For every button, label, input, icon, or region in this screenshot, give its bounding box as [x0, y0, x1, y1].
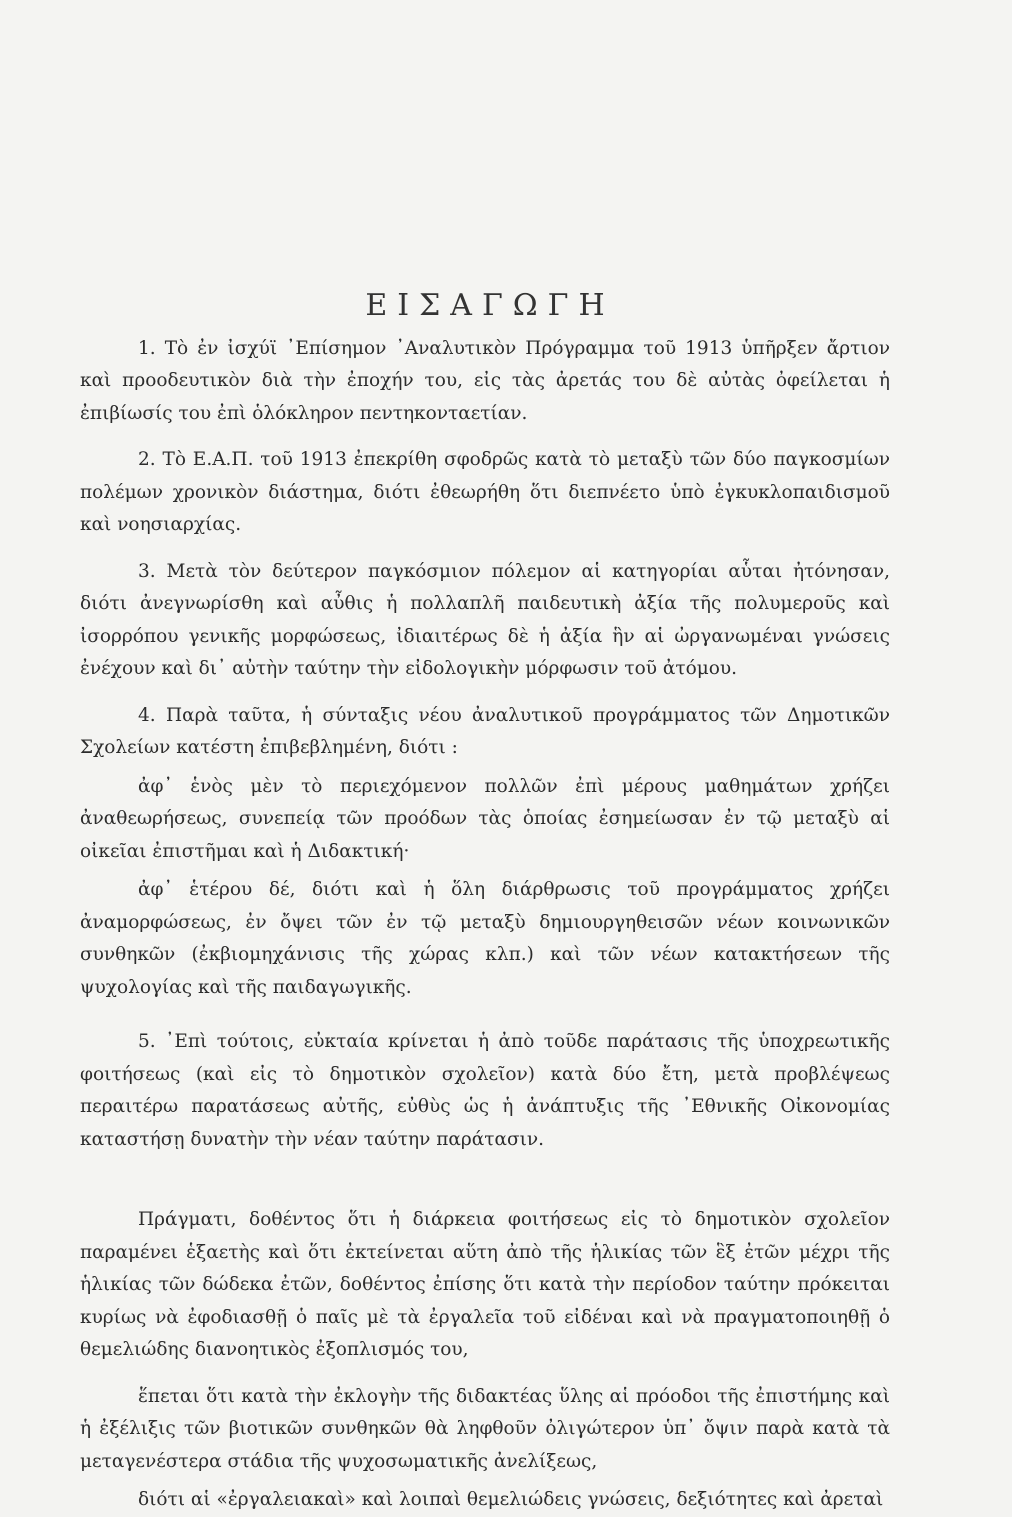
paragraph-1: 1. Τὸ ἐν ἰσχύϊ ᾿Επίσημον ᾿Αναλυτικὸν Πρόγραμμα τοῦ 1913 ὑπῆρξεν ἄρτιον καὶ προοδευτικὸν διὰ τὴν ἐποχήν του, εἰς τὰς ἀρετάς του δὲ αὐτὰς ὀφείλεται ἡ ἐπιβίωσίς του ἐπὶ ὁλόκληρον πεντηκονταετίαν.: [80, 337, 890, 424]
paragraph-8: διότι αἱ «ἐργαλειακαὶ» καὶ λοιπαὶ θεμελιώδεις γνώσεις, δεξιότητες καὶ ἀρεταὶ: [138, 1489, 884, 1510]
document-body: [80, 290, 890, 1517]
paragraph-5: 5. ᾿Επὶ τούτοις, εὐκταία κρίνεται ἡ ἀπὸ τοῦδε παράτασις τῆς ὑποχρεωτικῆς φοιτήσεως (καὶ εἰς τὸ δημοτικὸν σχολεῖον) κατὰ δύο ἔτη, μετὰ προβλέψεως περαιτέρω παρατάσεως αὐτῆς, εὐθὺς ὡς ἡ ἀνάπτυξις τῆς ᾿Εθνικῆς Οἰκονομίας καταστήσῃ δυνατὴν τὴν νέαν ταύτην παράτασιν.: [80, 1031, 890, 1150]
page-title: ΕΙΣΑΓΩΓΗ: [365, 288, 615, 323]
paragraph-4b: ἀφ᾿ ἑτέρου δέ, διότι καὶ ἡ ὅλη διάρθρωσις τοῦ προγράμματος χρήζει ἀναμορφώσεως, ἐν ὄψει τῶν ἐν τῷ μεταξὺ δημιουργηθεισῶν νέων κοινωνικῶν συνθηκῶν (ἐκβιομηχάνισις τῆς χώρας κλπ.) καὶ τῶν νέων κατακτήσεων τῆς ψυχολογίας καὶ τῆς παιδαγωγικῆς.: [80, 879, 890, 998]
paragraph-6: Πράγματι, δοθέντος ὅτι ἡ διάρκεια φοιτήσεως εἰς τὸ δημοτικὸν σχολεῖον παραμένει ἑξαετὴς καὶ ὅτι ἐκτείνεται αὕτη ἀπὸ τῆς ἡλικίας τῶν ἓξ ἐτῶν μέχρι τῆς ἡλικίας τῶν δώδεκα ἐτῶν, δοθέντος ἐπίσης ὅτι κατὰ τὴν περίοδον ταύτην πρόκειται κυρίως νὰ ἐφοδιασθῇ ὁ παῖς μὲ τὰ ἐργαλεῖα τοῦ εἰδέναι καὶ νὰ πραγματοποιηθῇ ὁ θεμελιώδης διανοητικὸς ἐξοπλισμός του,: [80, 1209, 890, 1360]
paragraph-4a: ἀφ᾿ ἑνὸς μὲν τὸ περιεχόμενον πολλῶν ἐπὶ μέρους μαθημάτων χρήζει ἀναθεωρήσεως, συνεπείᾳ τῶν προόδων τὰς ὁποίας ἐσημείωσαν ἐν τῷ μεταξὺ αἱ οἰκεῖαι ἐπιστῆμαι καὶ ἡ Διδακτική·: [80, 775, 890, 862]
paragraph-4: 4. Παρὰ ταῦτα, ἡ σύνταξις νέου ἀναλυτικοῦ προγράμματος τῶν Δημοτικῶν Σχολείων κατέστη ἐπιβεβλημένη, διότι :: [80, 704, 890, 758]
paragraph-2: 2. Τὸ Ε.Α.Π. τοῦ 1913 ἐπεκρίθη σφοδρῶς κατὰ τὸ μεταξὺ τῶν δύο παγκοσμίων πολέμων χρονικὸν διάστημα, διότι ἐθεωρήθη ὅτι διεπνέετο ὑπὸ ἐγκυκλοπαιδισμοῦ καὶ νοησιαρχίας.: [80, 449, 890, 535]
paragraph-7: ἕπεται ὅτι κατὰ τὴν ἐκλογὴν τῆς διδακτέας ὕλης αἱ πρόοδοι τῆς ἐπιστήμης καὶ ἡ ἐξέλιξις τῶν βιοτικῶν συνθηκῶν θὰ ληφθοῦν ὀλιγώτερον ὑπ᾿ ὄψιν παρὰ κατὰ τὰ μεταγενέστερα στάδια τῆς ψυχοσωματικῆς ἀνελίξεως,: [80, 1385, 890, 1472]
paragraph-3: 3. Μετὰ τὸν δεύτερον παγκόσμιον πόλεμον αἱ κατηγορίαι αὗται ἠτόνησαν, διότι ἀνεγνωρίσθη καὶ αὖθις ἡ πολλαπλῆ παιδευτικὴ ἀξία τῆς πολυμεροῦς καὶ ἰσορρόπου γενικῆς μορφώσεως, ἰδιαιτέρως δὲ ἡ ἀξία ἣν αἱ ὠργανωμέναι γνώσεις ἐνέχουν καὶ δι᾿ αὐτὴν ταύτην τὴν εἰδολογικὴν μόρφωσιν τοῦ ἀτόμου.: [80, 560, 890, 679]
